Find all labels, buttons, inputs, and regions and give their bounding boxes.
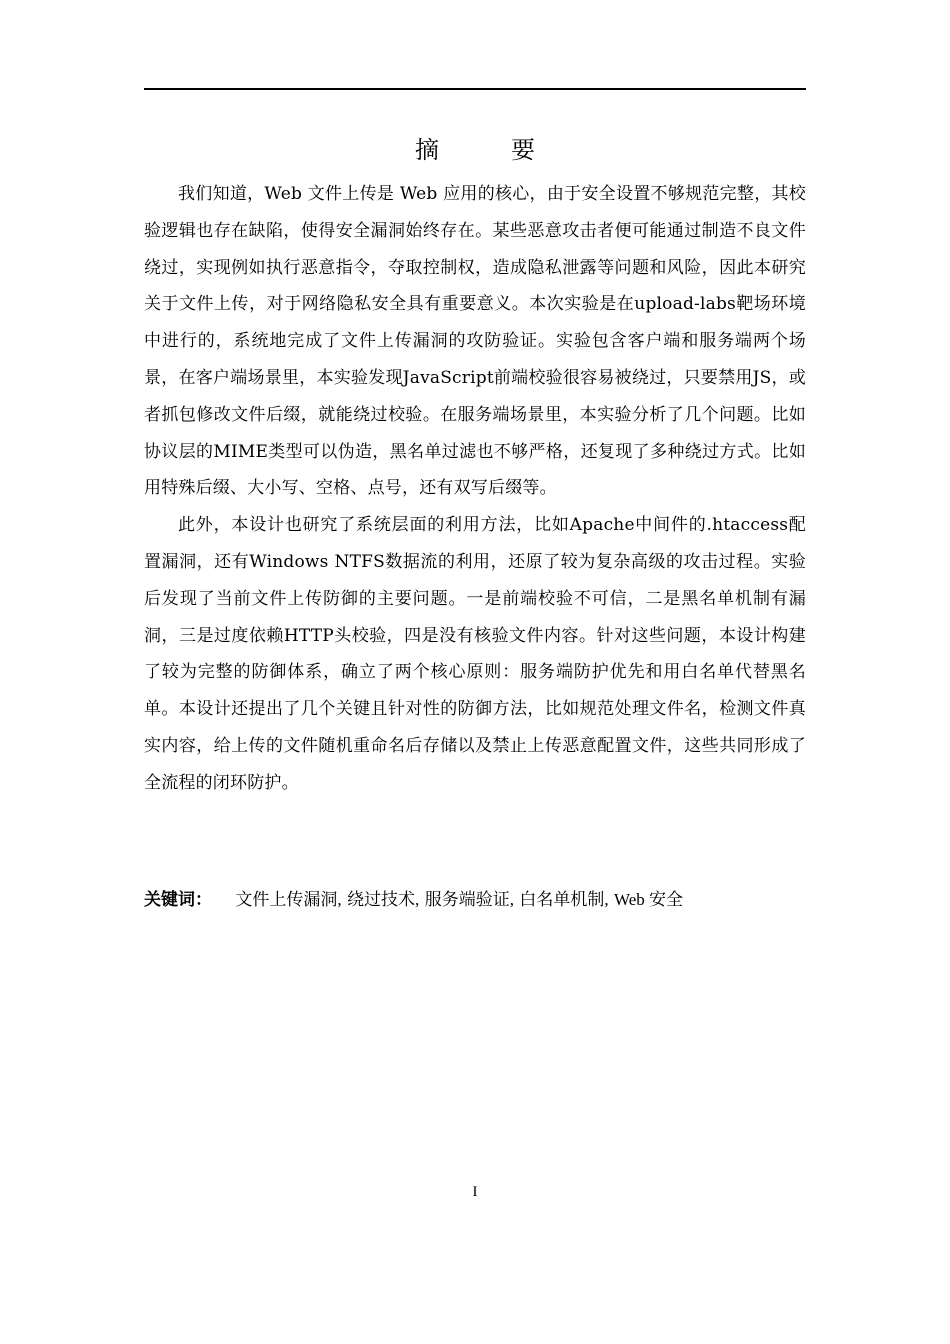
abstract-paragraph-1: 我们知道，Web 文件上传是 Web 应用的核心，由于安全设置不够规范完整，其校验逻辑也存在缺陷，使得安全漏洞始终存在。某些恶意攻击者便可能通过制造不良文件绕过，实现例如执行恶意指令，夺取控制权，造成隐私泄露等问题和风险，因此本研究关于文件上传，对于网络隐私安全具有重要意义。本次实验是在upload-labs靶场环境中进行的，系统地完成了文件上传漏洞的攻防验证。实验包含客户端和服务端两个场景，在客户端场景里，本实验发现JavaScript前端校验很容易被绕过，只要禁用JS，或者抓包修改文件后缀，就能绕过校验。在服务端场景里，本实验分析了几个问题。比如协议层的MIME类型可以伪造，黑名单过滤也不够严格，还复现了多种绕过方式。比如用特殊后缀、大小写、空格、点号，还有双写后缀等。 bbox=[144, 184, 806, 499]
page-number: I bbox=[472, 1184, 478, 1200]
keyword-item: 文件上传漏洞, bbox=[235, 890, 342, 909]
keywords-label: 关键词： bbox=[144, 890, 212, 910]
header-rule bbox=[144, 88, 806, 90]
keyword-item: 服务端验证, bbox=[424, 890, 514, 909]
abstract-body bbox=[144, 176, 806, 802]
abstract-paragraph-2: 此外，本设计也研究了系统层面的利用方法，比如Apache中间件的.htaccess配置漏洞，还有Windows NTFS数据流的利用，还原了较为复杂高级的攻击过程。实验后发现了当前文件上传防御的主要问题。一是前端校验不可信，二是黑名单机制有漏洞，三是过度依赖HTTP头校验，四是没有核验文件内容。针对这些问题，本设计构建了较为完整的防御体系，确立了两个核心原则：服务端防护优先和用白名单代替黑名单。本设计还提出了几个关键且针对性的防御方法，比如规范处理文件名，检测文件真实内容，给上传的文件随机重命名后存储以及禁止上传恶意配置文件，这些共同形成了全流程的闭环防护。 bbox=[144, 515, 806, 793]
keyword-item: 白名单机制, bbox=[519, 890, 609, 909]
keywords-line bbox=[144, 884, 806, 916]
page-title: 摘 要 bbox=[415, 136, 559, 164]
keyword-item: Web 安全 bbox=[614, 890, 684, 909]
keyword-item: 绕过技术, bbox=[347, 890, 420, 909]
